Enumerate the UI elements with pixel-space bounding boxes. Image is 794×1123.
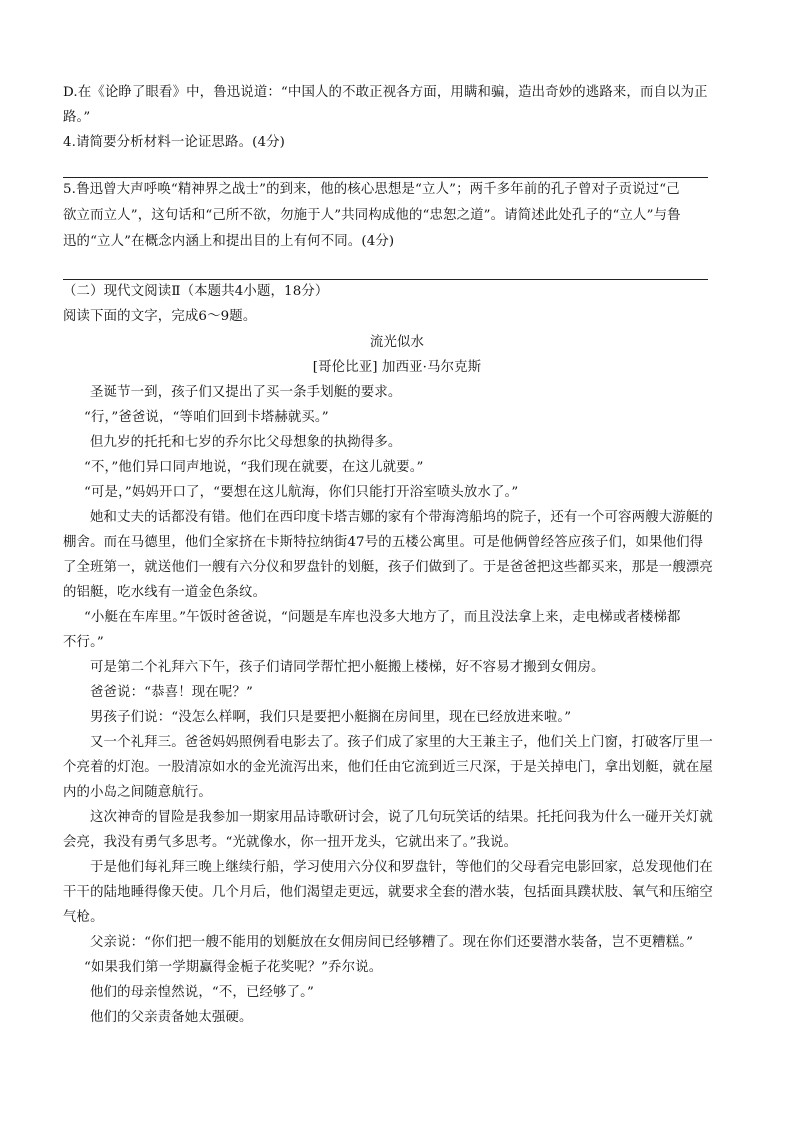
text-line: 干干的陆地睡得像天使。几个月后，他们渴望走更远，就要求全套的潜水装，包括面具蹼状肢、氧气和压缩空 xyxy=(63,885,713,900)
text-line: 又一个礼拜三。爸爸妈妈照例看电影去了。孩子们成了家里的大王兼主子，他们关上门窗，打破客厅里一 xyxy=(90,735,713,750)
text-line: [哥伦比亚] 加西亚·马尔克斯 xyxy=(312,360,482,375)
text-line: 欲立而立人”，这句话和“己所不欲，勿施于人”共同构成他的“忠恕之道”。请简述此处孔子的“立人”与鲁 xyxy=(63,208,681,223)
text-line: 流光似水 xyxy=(369,335,425,350)
text-line: 爸爸说：“恭喜！现在呢？” xyxy=(90,685,253,700)
text-line: “可是，”妈妈开口了，“要想在这儿航海，你们只能打开浴室喷头放水了。” xyxy=(84,485,519,500)
text-line: 会亮，我没有勇气多思考。“光就像水，你一扭开龙头，它就出来了。”我说。 xyxy=(63,835,518,850)
text-line: 父亲说：“你们把一艘不能用的划艇放在女佣房间已经够糟了。现在你们还要潜水装备，岂不更糟糕。” xyxy=(90,935,694,950)
text-line: 阅读下面的文字，完成6～9题。 xyxy=(63,309,257,324)
text-line: “行，”爸爸说，“等咱们回到卡塔赫就买。” xyxy=(84,410,329,425)
text-line: 气枪。 xyxy=(63,910,104,925)
text-line: 棚舍。而在马德里，他们全家挤在卡斯特拉纳街47号的五楼公寓里。可是他俩曾经答应孩子们，如果他们得 xyxy=(63,535,704,550)
text-line: 了全班第一，就送他们一艘有六分仪和罗盘针的划艇，孩子们做到了。于是爸爸把这些都买来，那是一艘漂亮 xyxy=(63,560,713,575)
text-line: 不行。” xyxy=(63,635,104,650)
text-line: 的铝艇，吃水线有一道金色条纹。 xyxy=(63,585,267,600)
answer-line xyxy=(63,177,708,178)
text-line: “不，”他们异口同声地说，“我们现在就要，在这儿就要。” xyxy=(84,460,424,475)
text-line: （二）现代文阅读Ⅱ（本题共4小题，18分） xyxy=(63,284,329,299)
text-line: 圣诞节一到，孩子们又提出了买一条手划艇的要求。 xyxy=(90,385,402,400)
text-line: “如果我们第一学期赢得金栀子花奖呢？”乔尔说。 xyxy=(84,960,383,975)
text-line: 迅的“立人”在概念内涵上和提出目的上有何不同。(4分) xyxy=(63,234,395,249)
text-line: 内的小岛之间随意航行。 xyxy=(63,785,212,800)
answer-line xyxy=(63,279,708,280)
text-line: 她和丈夫的话都没有错。他们在西印度卡塔吉娜的家有个带海湾船坞的院子，还有一个可容两艘大游艇的 xyxy=(90,510,713,525)
text-line: 但九岁的托托和七岁的乔尔比父母想象的执拗得多。 xyxy=(90,435,402,450)
text-line: 男孩子们说：“没怎么样啊，我们只是要把小艇搁在房间里，现在已经放进来啦。” xyxy=(90,710,572,725)
text-line: 个亮着的灯泡。一股清凉如水的金光流泻出来，他们任由它流到近三尺深，于是关掉电门，拿出划艇，就在屋 xyxy=(63,760,713,775)
text-line: 于是他们每礼拜三晚上继续行船，学习使用六分仪和罗盘针，等他们的父母看完电影回家，总发现他们在 xyxy=(90,860,713,875)
text-line: 他们的父亲责备她太强硬。 xyxy=(90,1010,253,1025)
text-line: 他们的母亲惶然说，“不，已经够了。” xyxy=(90,985,314,1000)
text-line: 路。” xyxy=(63,110,91,125)
text-line: 5.鲁迅曾大声呼唤“精神界之战士”的到来，他的核心思想是“立人”；两千多年前的孔子曾对子贡说过“己 xyxy=(63,182,680,197)
text-line: 可是第二个礼拜六下午，孩子们请同学帮忙把小艇搬上楼梯，好不容易才搬到女佣房。 xyxy=(90,660,605,675)
text-line: “小艇在车库里。”午饭时爸爸说，“问题是车库也没多大地方了，而且没法拿上来，走电梯或者楼梯都 xyxy=(84,610,681,625)
text-line: D.在《论睁了眼看》中，鲁迅说道：“中国人的不敢正视各方面，用瞒和骗，造出奇妙的逃路来，而自以为正 xyxy=(63,85,708,100)
text-line: 4.请简要分析材料一论证思路。(4分) xyxy=(63,135,286,150)
text-line: 这次神奇的冒险是我参加一期家用品诗歌研讨会，说了几句玩笑话的结果。托托问我为什么一碰开关灯就 xyxy=(90,810,713,825)
